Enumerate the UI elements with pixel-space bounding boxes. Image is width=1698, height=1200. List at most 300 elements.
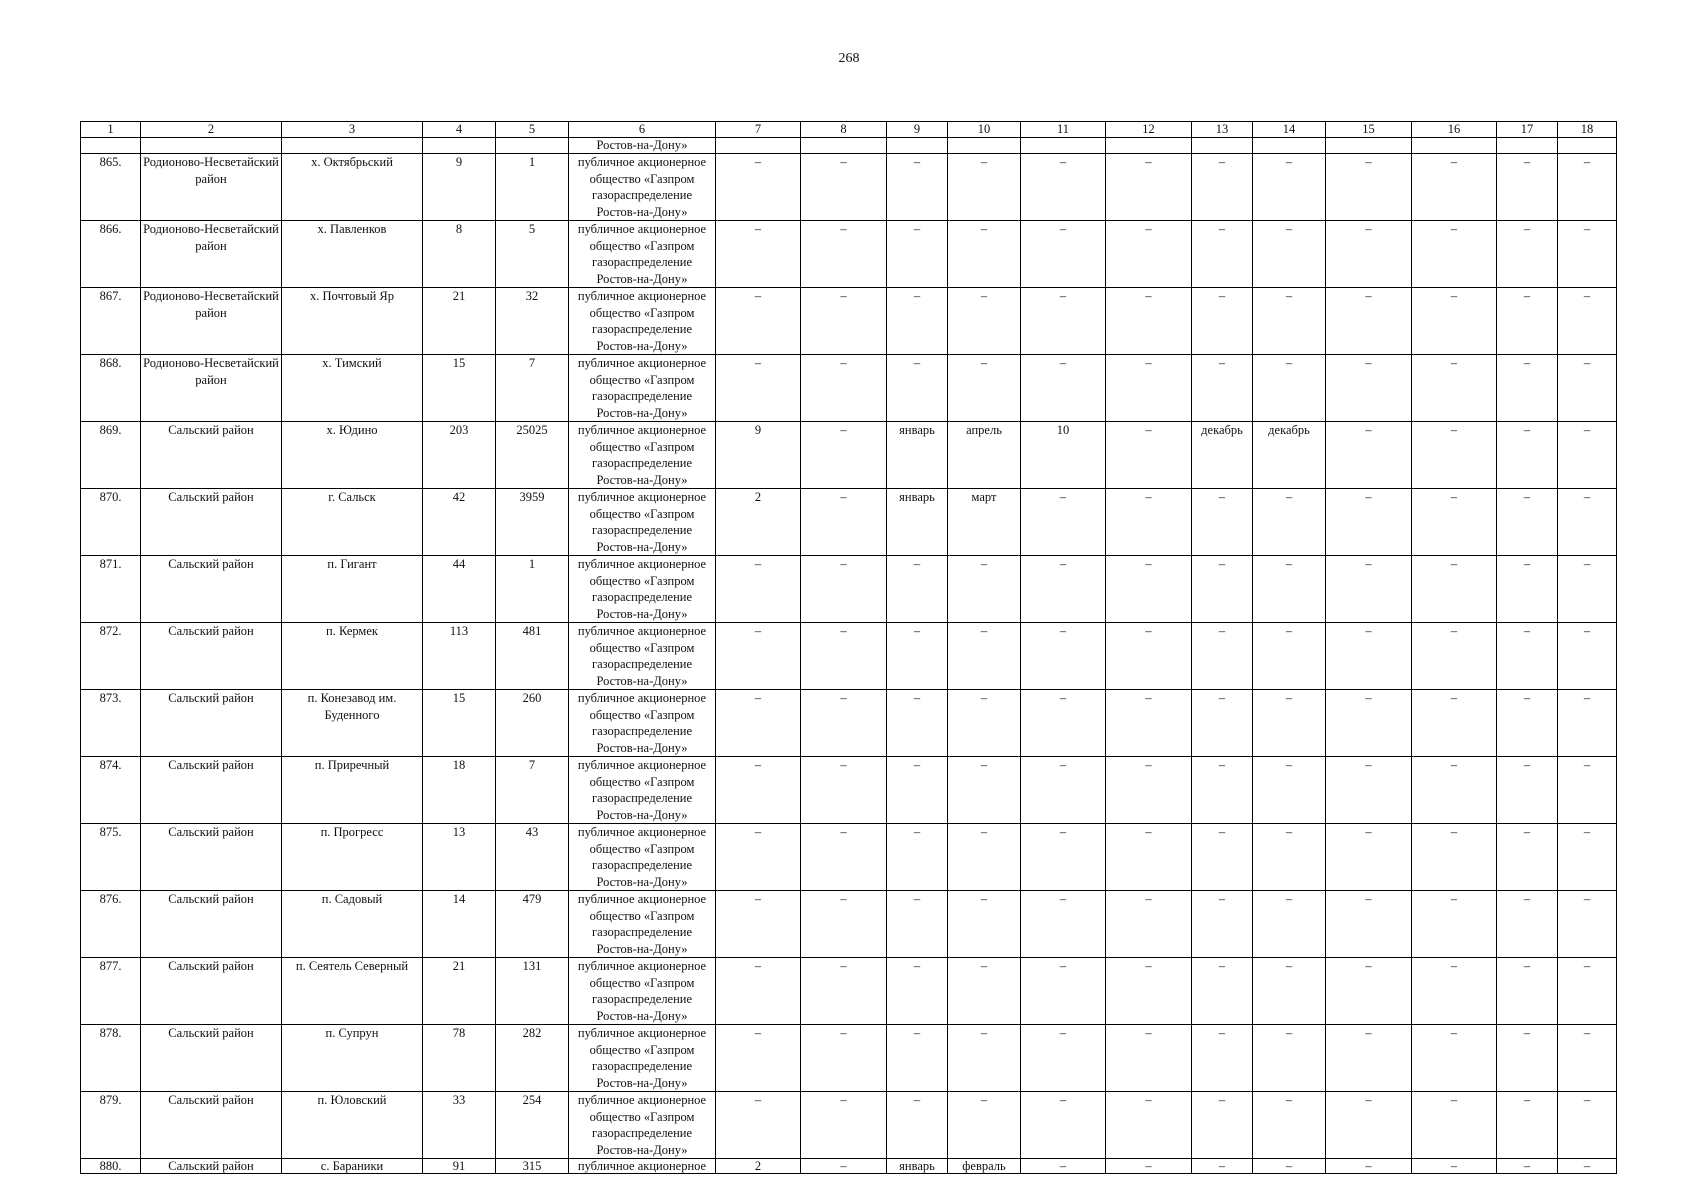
table-cell-col-11: – <box>1021 690 1106 757</box>
table-row <box>81 623 1617 690</box>
table-cell-col-8: – <box>801 1092 887 1159</box>
table-cell-col-14 <box>1253 138 1326 154</box>
table-cell-col-13: – <box>1192 489 1253 556</box>
table-cell-col-7: – <box>716 355 801 422</box>
table-cell-col-2: Сальский район <box>141 1025 282 1092</box>
table-cell-col-17: – <box>1497 623 1558 690</box>
table-cell-col-4: 44 <box>423 556 496 623</box>
table-cell-col-14: декабрь <box>1253 422 1326 489</box>
table-cell-col-11: – <box>1021 355 1106 422</box>
table-cell-col-5: 43 <box>496 824 569 891</box>
table-cell-col-16: – <box>1412 1025 1497 1092</box>
table-cell-col-10: – <box>948 824 1021 891</box>
table-cell-col-12: – <box>1106 690 1192 757</box>
table-cell-col-5: 1 <box>496 556 569 623</box>
table-cell-col-6: публичное акционерное общество «Газпром газораспределение Ростов-на-Дону» <box>569 489 716 556</box>
gasification-registry-table <box>80 121 1617 1174</box>
table-cell-col-11: – <box>1021 288 1106 355</box>
table-cell-col-3: х. Павленков <box>282 221 423 288</box>
table-cell-col-12: – <box>1106 154 1192 221</box>
table-cell-col-4: 15 <box>423 690 496 757</box>
table-cell-col-4: 8 <box>423 221 496 288</box>
table-cell-col-10: – <box>948 355 1021 422</box>
table-cell-col-9: – <box>887 1025 948 1092</box>
table-cell-col-9: – <box>887 154 948 221</box>
table-cell-col-1: 873. <box>81 690 141 757</box>
table-cell-col-8: – <box>801 1159 887 1174</box>
table-cell-col-15: – <box>1326 355 1412 422</box>
table-cell-col-5: 254 <box>496 1092 569 1159</box>
table-cell-col-11: – <box>1021 1092 1106 1159</box>
table-cell-col-13: – <box>1192 958 1253 1025</box>
table-cell-col-7: – <box>716 1092 801 1159</box>
table-cell-col-15: – <box>1326 1159 1412 1174</box>
table-cell-col-6: публичное акционерное общество «Газпром газораспределение Ростов-на-Дону» <box>569 154 716 221</box>
table-cell-col-8: – <box>801 824 887 891</box>
table-cell-col-8: – <box>801 958 887 1025</box>
table-cell-col-9: – <box>887 355 948 422</box>
table-row <box>81 891 1617 958</box>
table-cell-col-7: – <box>716 221 801 288</box>
table-row <box>81 757 1617 824</box>
table-cell-col-12 <box>1106 138 1192 154</box>
table-cell-col-1: 868. <box>81 355 141 422</box>
table-cell-col-1: 1 <box>81 122 141 138</box>
table-cell-col-17: – <box>1497 422 1558 489</box>
table-cell-col-18: – <box>1558 1092 1617 1159</box>
table-cell-col-15: – <box>1326 1092 1412 1159</box>
table-cell-col-2: Сальский район <box>141 958 282 1025</box>
table-cell-col-5 <box>496 138 569 154</box>
table-cell-col-6: публичное акционерное общество «Газпром газораспределение Ростов-на-Дону» <box>569 355 716 422</box>
table-cell-col-15: – <box>1326 556 1412 623</box>
table-cell-col-1: 867. <box>81 288 141 355</box>
table-cell-col-12: – <box>1106 489 1192 556</box>
table-cell-col-17: 17 <box>1497 122 1558 138</box>
table-cell-col-15: – <box>1326 489 1412 556</box>
table-cell-col-3 <box>282 138 423 154</box>
table-cell-col-1: 870. <box>81 489 141 556</box>
table-cell-col-10: – <box>948 623 1021 690</box>
table-cell-col-5: 1 <box>496 154 569 221</box>
table-cell-col-6: публичное акционерное общество «Газпром газораспределение Ростов-на-Дону» <box>569 556 716 623</box>
table-cell-col-8: – <box>801 489 887 556</box>
table-cell-col-17: – <box>1497 1092 1558 1159</box>
table-cell-col-10: – <box>948 958 1021 1025</box>
table-cell-col-1: 875. <box>81 824 141 891</box>
table-cell-col-2: Родионово-Несветайский район <box>141 288 282 355</box>
table-cell-col-14: – <box>1253 757 1326 824</box>
table-cell-col-13: – <box>1192 154 1253 221</box>
table-cell-col-6: публичное акционерное общество «Газпром газораспределение Ростов-на-Дону» <box>569 824 716 891</box>
table-cell-col-13: – <box>1192 757 1253 824</box>
table-cell-col-16: – <box>1412 891 1497 958</box>
table-cell-col-7: 9 <box>716 422 801 489</box>
table-cell-col-2: Сальский район <box>141 690 282 757</box>
table-cell-col-4: 13 <box>423 824 496 891</box>
table-cell-col-9: – <box>887 221 948 288</box>
table-cell-col-11: 11 <box>1021 122 1106 138</box>
table-cell-col-13: – <box>1192 690 1253 757</box>
table-cell-col-3: п. Сеятель Северный <box>282 958 423 1025</box>
table-cell-col-12: – <box>1106 355 1192 422</box>
table-cell-col-9: – <box>887 757 948 824</box>
table-cell-col-9: 9 <box>887 122 948 138</box>
table-cell-col-13: – <box>1192 1159 1253 1174</box>
table-cell-col-14: – <box>1253 690 1326 757</box>
table-cell-col-8: 8 <box>801 122 887 138</box>
table-cell-col-11: – <box>1021 1025 1106 1092</box>
table-cell-col-5: 3959 <box>496 489 569 556</box>
table-cell-col-16: – <box>1412 288 1497 355</box>
page-number: 268 <box>838 51 860 66</box>
table-cell-col-7: – <box>716 623 801 690</box>
table-cell-col-12: – <box>1106 1092 1192 1159</box>
table-cell-col-17: – <box>1497 1025 1558 1092</box>
table-cell-col-2 <box>141 138 282 154</box>
table-cell-col-9: – <box>887 891 948 958</box>
table-cell-col-14: – <box>1253 221 1326 288</box>
table-cell-col-8: – <box>801 355 887 422</box>
table-cell-col-10: – <box>948 1025 1021 1092</box>
table-cell-col-2: Сальский район <box>141 891 282 958</box>
table-cell-col-13: 13 <box>1192 122 1253 138</box>
table-cell-col-16: – <box>1412 824 1497 891</box>
table-cell-col-18: – <box>1558 355 1617 422</box>
table-cell-col-3: п. Прогресс <box>282 824 423 891</box>
table-cell-col-13: декабрь <box>1192 422 1253 489</box>
table-cell-col-10: 10 <box>948 122 1021 138</box>
table-row <box>81 288 1617 355</box>
table-cell-col-2: Сальский район <box>141 623 282 690</box>
table-row <box>81 556 1617 623</box>
table-cell-col-2: Родионово-Несветайский район <box>141 221 282 288</box>
table-cell-col-7: – <box>716 690 801 757</box>
table-cell-col-2: 2 <box>141 122 282 138</box>
table-cell-col-17: – <box>1497 757 1558 824</box>
table-cell-col-2: Сальский район <box>141 422 282 489</box>
table-cell-col-2: Сальский район <box>141 556 282 623</box>
table-cell-col-17: – <box>1497 690 1558 757</box>
table-cell-col-17: – <box>1497 489 1558 556</box>
table-cell-col-4: 91 <box>423 1159 496 1174</box>
table-cell-col-8: – <box>801 288 887 355</box>
table-cell-col-4: 203 <box>423 422 496 489</box>
table-cell-col-5: 5 <box>496 221 569 288</box>
table-cell-col-17: – <box>1497 824 1558 891</box>
table-cell-col-1: 877. <box>81 958 141 1025</box>
table-cell-col-9: – <box>887 288 948 355</box>
table-cell-col-7 <box>716 138 801 154</box>
table-cell-col-6: публичное акционерное общество «Газпром газораспределение Ростов-на-Дону» <box>569 690 716 757</box>
table-cell-col-3: х. Юдино <box>282 422 423 489</box>
table-cell-col-5: 479 <box>496 891 569 958</box>
table-cell-col-16: – <box>1412 556 1497 623</box>
table-cell-col-9: – <box>887 1092 948 1159</box>
table-cell-col-10: – <box>948 221 1021 288</box>
table-cell-col-12: – <box>1106 623 1192 690</box>
table-cell-col-5: 7 <box>496 355 569 422</box>
table-cell-col-13: – <box>1192 288 1253 355</box>
table-cell-col-3: 3 <box>282 122 423 138</box>
table-cell-col-15: – <box>1326 288 1412 355</box>
table-cell-col-14: – <box>1253 489 1326 556</box>
table-cell-col-16: – <box>1412 623 1497 690</box>
table-cell-col-2: Сальский район <box>141 824 282 891</box>
table-cell-col-11: – <box>1021 757 1106 824</box>
table-header-row <box>81 122 1617 138</box>
table-cell-col-15: – <box>1326 891 1412 958</box>
table-cell-col-12: – <box>1106 1159 1192 1174</box>
table-cell-col-14: – <box>1253 824 1326 891</box>
table-cell-col-6: публичное акционерное общество «Газпром газораспределение Ростов-на-Дону» <box>569 422 716 489</box>
table-cell-col-8 <box>801 138 887 154</box>
table-cell-col-1: 865. <box>81 154 141 221</box>
table-cell-col-18: 18 <box>1558 122 1617 138</box>
table-row <box>81 824 1617 891</box>
table-cell-col-1: 869. <box>81 422 141 489</box>
table-cell-col-17: – <box>1497 288 1558 355</box>
table-cell-col-10: – <box>948 757 1021 824</box>
table-cell-col-16 <box>1412 138 1497 154</box>
table-cell-col-15: – <box>1326 154 1412 221</box>
table-cell-col-4: 33 <box>423 1092 496 1159</box>
table-cell-col-6: публичное акционерное <box>569 1159 716 1174</box>
table-cell-col-4: 21 <box>423 958 496 1025</box>
table-cell-col-12: – <box>1106 824 1192 891</box>
table-cell-col-14: – <box>1253 958 1326 1025</box>
table-row <box>81 489 1617 556</box>
table-cell-col-5: 260 <box>496 690 569 757</box>
table-cell-col-5: 131 <box>496 958 569 1025</box>
table-cell-col-3: х. Почтовый Яр <box>282 288 423 355</box>
table-cell-col-17: – <box>1497 556 1558 623</box>
table-cell-col-12: – <box>1106 556 1192 623</box>
table-cell-col-16: – <box>1412 221 1497 288</box>
table-body <box>81 122 1617 1174</box>
continuation-row <box>81 138 1617 154</box>
table-cell-col-17: – <box>1497 1159 1558 1174</box>
table-cell-col-13: – <box>1192 1092 1253 1159</box>
table-cell-col-4: 18 <box>423 757 496 824</box>
table-row <box>81 1092 1617 1159</box>
table-row <box>81 221 1617 288</box>
table-cell-col-8: – <box>801 757 887 824</box>
table-cell-col-18 <box>1558 138 1617 154</box>
table-cell-col-3: г. Сальск <box>282 489 423 556</box>
table-cell-col-3: п. Садовый <box>282 891 423 958</box>
table-cell-col-11: – <box>1021 154 1106 221</box>
table-cell-col-5: 315 <box>496 1159 569 1174</box>
table-cell-col-16: – <box>1412 489 1497 556</box>
table-cell-col-18: – <box>1558 489 1617 556</box>
table-cell-col-2: Сальский район <box>141 489 282 556</box>
table-cell-col-13: – <box>1192 556 1253 623</box>
table-cell-col-11: – <box>1021 556 1106 623</box>
table-cell-col-3: п. Конезавод им. Буденного <box>282 690 423 757</box>
table-cell-col-11: – <box>1021 221 1106 288</box>
table-cell-col-13: – <box>1192 824 1253 891</box>
table-cell-col-14: – <box>1253 1092 1326 1159</box>
table-cell-col-9: январь <box>887 422 948 489</box>
table-cell-col-11: – <box>1021 958 1106 1025</box>
table-cell-col-11: 10 <box>1021 422 1106 489</box>
table-cell-col-16: – <box>1412 154 1497 221</box>
table-cell-col-10: – <box>948 891 1021 958</box>
table-cell-col-10: – <box>948 556 1021 623</box>
table-cell-col-14: – <box>1253 288 1326 355</box>
table-cell-col-1: 878. <box>81 1025 141 1092</box>
table-cell-col-7: – <box>716 288 801 355</box>
table-cell-col-8: – <box>801 556 887 623</box>
table-cell-col-9: – <box>887 623 948 690</box>
table-cell-col-4 <box>423 138 496 154</box>
table-cell-col-18: – <box>1558 154 1617 221</box>
table-cell-col-3: х. Тимский <box>282 355 423 422</box>
table-cell-col-18: – <box>1558 1025 1617 1092</box>
table-cell-col-16: 16 <box>1412 122 1497 138</box>
table-cell-col-7: – <box>716 958 801 1025</box>
table-cell-col-10: – <box>948 288 1021 355</box>
table-cell-col-15: 15 <box>1326 122 1412 138</box>
table-cell-col-6: публичное акционерное общество «Газпром газораспределение Ростов-на-Дону» <box>569 757 716 824</box>
table-cell-col-16: – <box>1412 1092 1497 1159</box>
table-cell-col-13: – <box>1192 221 1253 288</box>
table-row <box>81 154 1617 221</box>
table-cell-col-15: – <box>1326 757 1412 824</box>
table-cell-col-15: – <box>1326 422 1412 489</box>
table-cell-col-4: 4 <box>423 122 496 138</box>
table-cell-col-14: – <box>1253 1025 1326 1092</box>
table-cell-col-8: – <box>801 221 887 288</box>
table-cell-col-18: – <box>1558 958 1617 1025</box>
table-cell-col-17: – <box>1497 221 1558 288</box>
table-cell-col-9: – <box>887 958 948 1025</box>
table-cell-col-18: – <box>1558 288 1617 355</box>
table-cell-col-5: 7 <box>496 757 569 824</box>
table-cell-col-2: Сальский район <box>141 1159 282 1174</box>
table-cell-col-8: – <box>801 154 887 221</box>
table-cell-col-17: – <box>1497 958 1558 1025</box>
table-cell-col-4: 78 <box>423 1025 496 1092</box>
table-cell-col-14: – <box>1253 556 1326 623</box>
table-cell-col-7: – <box>716 154 801 221</box>
table-cell-col-7: 2 <box>716 489 801 556</box>
table-cell-col-9: – <box>887 824 948 891</box>
table-cell-col-14: 14 <box>1253 122 1326 138</box>
table-cell-col-15: – <box>1326 221 1412 288</box>
table-cell-col-6: публичное акционерное общество «Газпром газораспределение Ростов-на-Дону» <box>569 288 716 355</box>
table-cell-col-9 <box>887 138 948 154</box>
table-cell-col-7: – <box>716 1025 801 1092</box>
table-cell-col-3: п. Супрун <box>282 1025 423 1092</box>
table-cell-col-12: – <box>1106 221 1192 288</box>
table-cell-col-15 <box>1326 138 1412 154</box>
table-cell-col-17: – <box>1497 355 1558 422</box>
table-cell-col-7: – <box>716 891 801 958</box>
table-cell-col-4: 42 <box>423 489 496 556</box>
table-cell-col-1: 866. <box>81 221 141 288</box>
table-cell-col-18: – <box>1558 422 1617 489</box>
table-cell-col-11: – <box>1021 623 1106 690</box>
table-cell-col-17 <box>1497 138 1558 154</box>
table-cell-col-2: Сальский район <box>141 757 282 824</box>
table-cell-col-13: – <box>1192 623 1253 690</box>
table-cell-col-10: – <box>948 154 1021 221</box>
table-row <box>81 1159 1617 1174</box>
table-cell-col-3: п. Гигант <box>282 556 423 623</box>
table-cell-col-11: – <box>1021 824 1106 891</box>
table-row <box>81 1025 1617 1092</box>
table-cell-col-18: – <box>1558 623 1617 690</box>
table-cell-col-10: – <box>948 690 1021 757</box>
table-cell-col-4: 14 <box>423 891 496 958</box>
table-cell-col-3: с. Бараники <box>282 1159 423 1174</box>
table-cell-col-12: – <box>1106 288 1192 355</box>
table-cell-col-4: 21 <box>423 288 496 355</box>
table-cell-col-18: – <box>1558 1159 1617 1174</box>
table-cell-col-7: – <box>716 824 801 891</box>
table-cell-col-3: х. Октябрьский <box>282 154 423 221</box>
table-cell-col-7: – <box>716 757 801 824</box>
table-cell-col-11: – <box>1021 891 1106 958</box>
table-cell-col-2: Родионово-Несветайский район <box>141 154 282 221</box>
table-cell-col-1: 871. <box>81 556 141 623</box>
table-cell-col-3: п. Приречный <box>282 757 423 824</box>
table-cell-col-9: январь <box>887 1159 948 1174</box>
table-cell-col-10 <box>948 138 1021 154</box>
table-row <box>81 355 1617 422</box>
table-cell-col-3: п. Юловский <box>282 1092 423 1159</box>
table-cell-col-18: – <box>1558 556 1617 623</box>
table-cell-col-6: публичное акционерное общество «Газпром газораспределение Ростов-на-Дону» <box>569 1092 716 1159</box>
table-cell-col-15: – <box>1326 690 1412 757</box>
table-cell-col-6: публичное акционерное общество «Газпром газораспределение Ростов-на-Дону» <box>569 623 716 690</box>
table-cell-col-6: публичное акционерное общество «Газпром газораспределение Ростов-на-Дону» <box>569 958 716 1025</box>
table-cell-col-14: – <box>1253 355 1326 422</box>
table-cell-col-4: 9 <box>423 154 496 221</box>
table-cell-col-4: 113 <box>423 623 496 690</box>
table-cell-col-6: публичное акционерное общество «Газпром газораспределение Ростов-на-Дону» <box>569 891 716 958</box>
table-cell-col-3: п. Кермек <box>282 623 423 690</box>
table-cell-col-11: – <box>1021 489 1106 556</box>
table-cell-col-12: – <box>1106 891 1192 958</box>
table-cell-col-9: – <box>887 556 948 623</box>
table-cell-col-8: – <box>801 690 887 757</box>
table-row <box>81 958 1617 1025</box>
table-cell-col-1 <box>81 138 141 154</box>
table-cell-col-18: – <box>1558 690 1617 757</box>
table-cell-col-12: – <box>1106 422 1192 489</box>
table-cell-col-1: 874. <box>81 757 141 824</box>
table-cell-col-15: – <box>1326 623 1412 690</box>
table-cell-col-1: 872. <box>81 623 141 690</box>
table-cell-col-5: 5 <box>496 122 569 138</box>
table-cell-col-17: – <box>1497 154 1558 221</box>
table-cell-col-10: апрель <box>948 422 1021 489</box>
table-cell-col-9: – <box>887 690 948 757</box>
table-cell-col-12: – <box>1106 1025 1192 1092</box>
table-cell-col-18: – <box>1558 221 1617 288</box>
table-cell-col-5: 282 <box>496 1025 569 1092</box>
table-cell-col-7: 7 <box>716 122 801 138</box>
table-cell-col-15: – <box>1326 1025 1412 1092</box>
table-cell-col-5: 25025 <box>496 422 569 489</box>
table-cell-col-12: – <box>1106 757 1192 824</box>
table-cell-col-12: 12 <box>1106 122 1192 138</box>
table-cell-col-14: – <box>1253 623 1326 690</box>
table-cell-col-13: – <box>1192 355 1253 422</box>
